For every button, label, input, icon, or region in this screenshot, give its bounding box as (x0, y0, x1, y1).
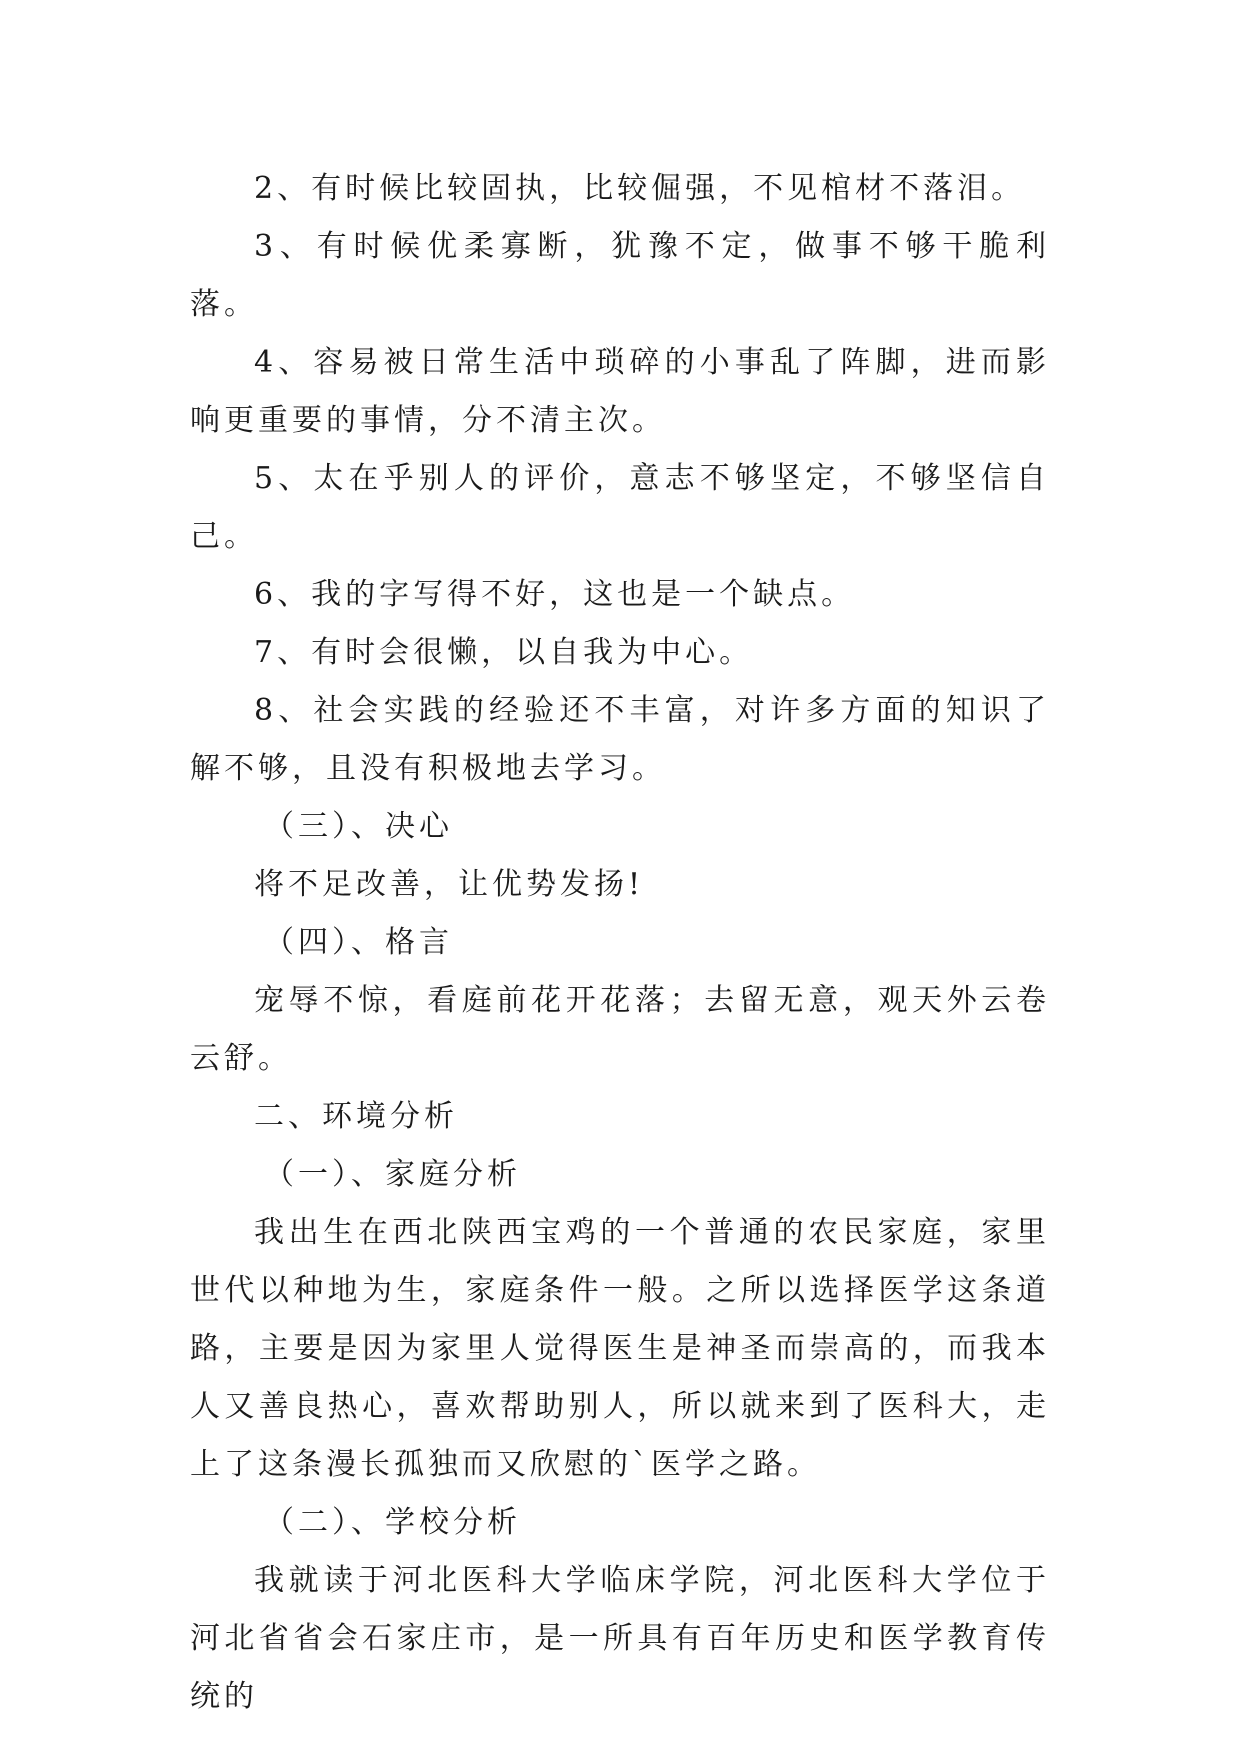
school-analysis-text: 我就读于河北医科大学临床学院，河北医科大学位于河北省省会石家庄市，是一所具有百年历史和医学教育传统的 (190, 1563, 1050, 1714)
document-body (190, 160, 1050, 1726)
section-heading-environment: 二、环境分析 (254, 1099, 458, 1134)
section-heading-family: （一）、家庭分析 (264, 1157, 521, 1192)
family-analysis-text: 我出生在西北陕西宝鸡的一个普通的农民家庭，家里世代以种地为生，家庭条件一般。之所以选择医学这条道路，主要是因为家里人觉得医生是神圣而崇高的，而我本人又善良热心，喜欢帮助别人，所以就来到了医科大，走上了这条漫长孤独而又欣慰的`医学之路。 (190, 1215, 1050, 1482)
section-heading-resolve: （三）、决心 (264, 809, 453, 844)
motto-text: 宠辱不惊，看庭前花开花落；去留无意，观天外云卷云舒。 (190, 983, 1050, 1076)
section-heading-school: （二）、学校分析 (264, 1505, 521, 1540)
section-heading-motto: （四）、格言 (264, 925, 453, 960)
list-item-weakness-4: 4、容易被日常生活中琐碎的小事乱了阵脚，进而影响更重要的事情，分不清主次。 (190, 345, 1050, 438)
list-item-weakness-3: 3、有时候优柔寡断，犹豫不定，做事不够干脆利落。 (190, 229, 1050, 322)
list-item-weakness-7: 7、有时会很懒，以自我为中心。 (254, 635, 754, 670)
list-item-weakness-6: 6、我的字写得不好，这也是一个缺点。 (254, 577, 856, 612)
list-item-weakness-2: 2、有时候比较固执，比较倔强，不见棺材不落泪。 (254, 171, 1026, 206)
resolve-text: 将不足改善，让优势发扬! (254, 867, 645, 902)
list-item-weakness-5: 5、太在乎别人的评价，意志不够坚定，不够坚信自己。 (190, 461, 1050, 554)
list-item-weakness-8: 8、社会实践的经验还不丰富，对许多方面的知识了解不够，且没有积极地去学习。 (190, 693, 1050, 786)
